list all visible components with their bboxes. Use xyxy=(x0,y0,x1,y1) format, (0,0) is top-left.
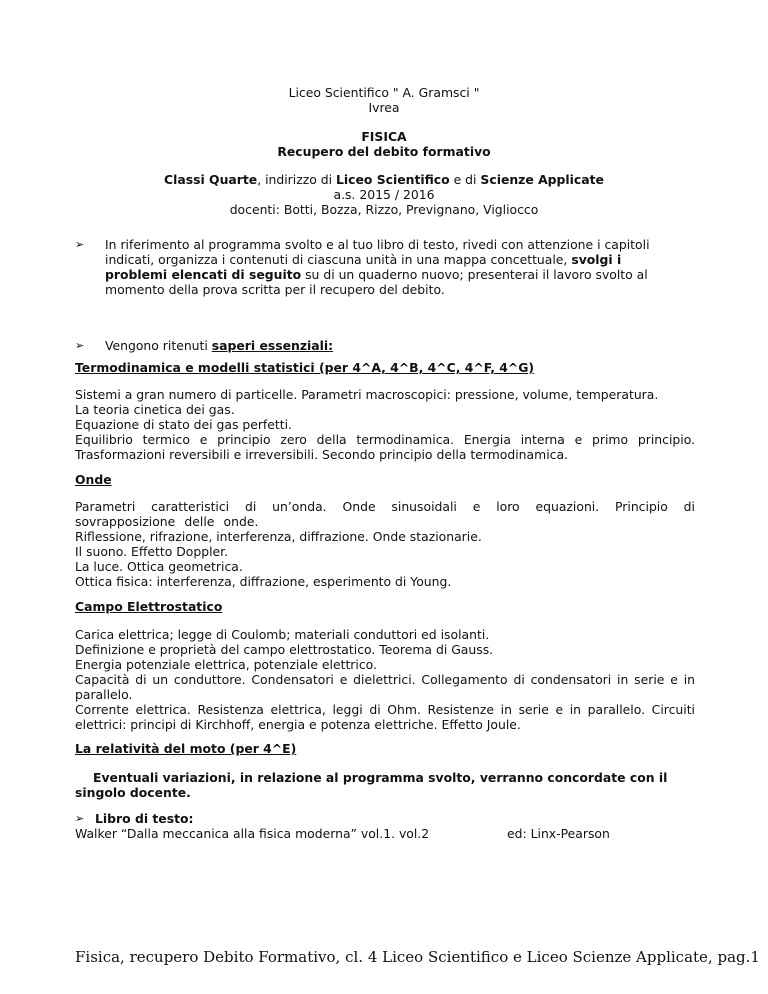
classes-mid1: , indirizzo di xyxy=(257,172,336,187)
text-line: Equazione di stato dei gas perfetti. xyxy=(75,417,292,432)
text-line: Il suono. Effetto Doppler. xyxy=(75,544,229,559)
section-title-electrostatic-field: Campo Elettrostatico xyxy=(75,599,223,614)
instructions-bold: svolgi i problemi elencati di seguito xyxy=(105,252,622,282)
textbook-line xyxy=(75,826,695,841)
arrow-bullet-icon: ➢ xyxy=(75,812,85,825)
page-footer: Fisica, recupero Debito Formativo, cl. 4 Liceo Scientifico e Liceo Scienze Applicate, pag.1 xyxy=(75,948,760,966)
teachers-line: docenti: Botti, Bozza, Rizzo, Prevignano, Vigliocco xyxy=(229,202,539,217)
section-title-relativity: La relatività del moto (per 4^E) xyxy=(75,741,297,756)
section-title-waves: Onde xyxy=(75,472,112,487)
textbook-publisher: ed: Linx-Pearson xyxy=(507,826,610,841)
instructions-part-a: In riferimento al programma svolto e al tuo libro di testo, rivedi con attenzione i capitoli indicati, organizza i contenuti di ciascuna unità in una mappa concettuale, xyxy=(105,237,650,267)
section-title-thermodynamics: Termodinamica e modelli statistici (per 4^A, 4^B, 4^C, 4^F, 4^G) xyxy=(75,360,535,375)
instructions-part-b: su di un quaderno nuovo; presenterai il lavoro svolto al momento della prova scritta per il recupero del debito. xyxy=(105,267,648,297)
text-line: Sistemi a gran numero di particelle. Parametri macroscopici: pressione, volume, temperatura. xyxy=(75,387,659,402)
textbook-label: Libro di testo: xyxy=(95,811,194,826)
variations-note: Eventuali variazioni, in relazione al programma svolto, verranno concordate con il singolo docente. xyxy=(75,770,668,800)
text-line: Parametri caratteristici di un’onda. Onde sinusoidali e loro equazioni. Principio di sovrapposizione delle onde. xyxy=(75,499,695,529)
track-liceo-scientifico: Liceo Scientifico xyxy=(336,172,450,187)
text-line: Riflessione, rifrazione, interferenza, diffrazione. Onde stazionarie. xyxy=(75,529,482,544)
text-line: Carica elettrica; legge di Coulomb; materiali conduttori ed isolanti. xyxy=(75,627,490,642)
saperi-text xyxy=(105,338,667,353)
text-line: Equilibrio termico e principio zero della termodinamica. Energia interna e primo principio. Trasformazioni reversibili e irreversibili. Secondo principio della termodinamica. xyxy=(75,432,695,462)
track-scienze-applicate: Scienze Applicate xyxy=(480,172,604,187)
saperi-lead: Vengono ritenuti xyxy=(105,338,212,353)
text-line: Energia potenziale elettrica, potenziale elettrico. xyxy=(75,657,377,672)
classes-mid2: e di xyxy=(449,172,481,187)
arrow-bullet-icon: ➢ xyxy=(75,238,85,251)
text-line: Definizione e proprietà del campo elettrostatico. Teorema di Gauss. xyxy=(75,642,494,657)
text-line: Ottica fisica: interferenza, diffrazione, esperimento di Young. xyxy=(75,574,452,589)
arrow-bullet-icon: ➢ xyxy=(75,339,85,352)
section-body-waves xyxy=(75,499,695,589)
section-body-electrostatic-field xyxy=(75,627,695,732)
text-line: La teoria cinetica dei gas. xyxy=(75,402,235,417)
saperi-essenziali: saperi essenziali: xyxy=(211,338,334,353)
school-name: Liceo Scientifico " A. Gramsci " xyxy=(288,85,480,100)
document-title: Recupero del debito formativo xyxy=(277,144,491,159)
text-line: Corrente elettrica. Resistenza elettrica, leggi di Ohm. Resistenze in serie e in parallelo. Circuiti elettrici: principi di Kirchhoff, energia e potenza elettriche. Effetto Joule. xyxy=(75,702,695,732)
classes-label: Classi Quarte xyxy=(164,172,258,187)
school-year: a.s. 2015 / 2016 xyxy=(333,187,435,202)
classes-line xyxy=(0,172,768,187)
section-body-thermodynamics xyxy=(75,387,695,462)
textbook-title: Walker “Dalla meccanica alla fisica moderna” vol.1. vol.2 xyxy=(75,826,430,841)
subject-title: FISICA xyxy=(361,129,407,144)
instructions-text xyxy=(105,237,667,297)
text-line: La luce. Ottica geometrica. xyxy=(75,559,243,574)
text-line: Capacità di un conduttore. Condensatori e dielettrici. Collegamento di condensatori in serie e in parallelo. xyxy=(75,672,695,702)
city-name: Ivrea xyxy=(368,100,400,115)
